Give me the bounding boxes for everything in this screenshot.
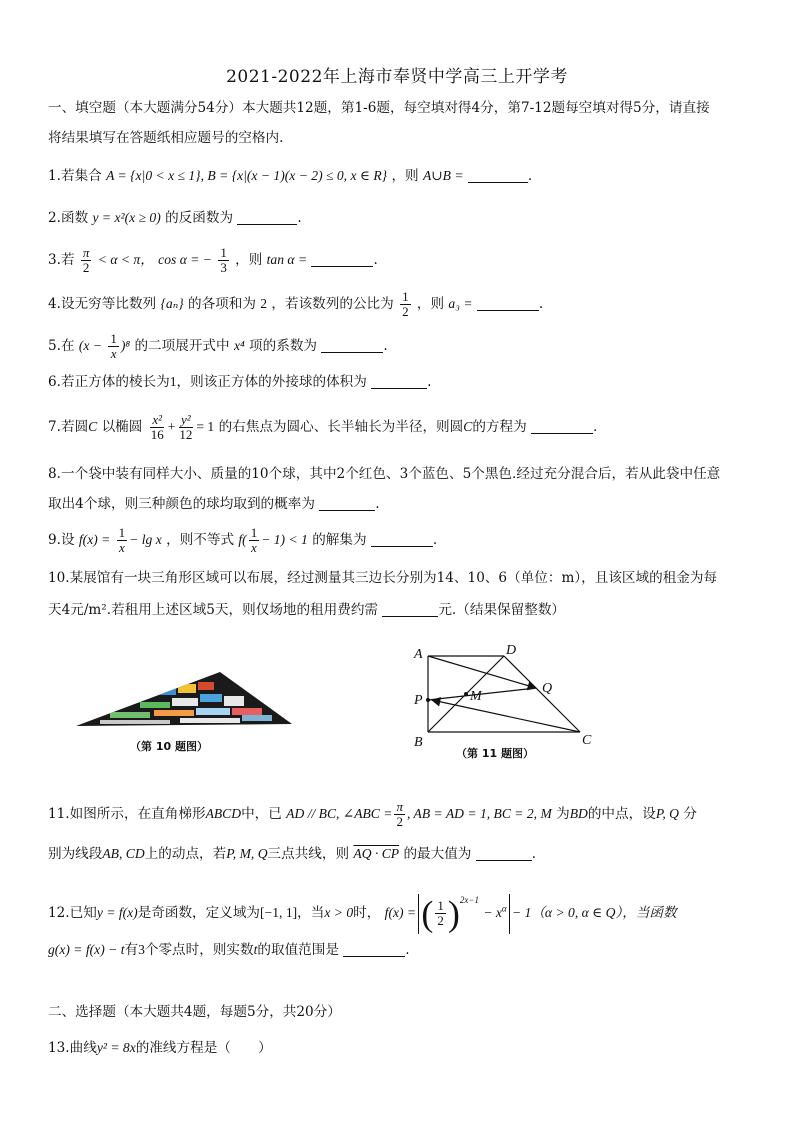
q9-f: f( bbox=[238, 532, 247, 547]
q11-ask: 的最大值为 bbox=[403, 846, 472, 862]
q1-answer-blank[interactable] bbox=[468, 169, 528, 183]
q7-answer-blank[interactable] bbox=[531, 420, 593, 434]
q12-t: t bbox=[253, 942, 258, 957]
question-4: 4.设无穷等比数列 {aₙ} 的各项和为 2 ，若该数列的公比为 $\frac{1}{2}$ ，则 a₃ = . bbox=[48, 289, 544, 319]
q5-one-over-x: $\frac{1}{x}$ bbox=[110, 331, 117, 361]
question-13 bbox=[48, 1038, 272, 1058]
vector-cp bbox=[432, 700, 580, 732]
q3-cos: cos α = − bbox=[158, 252, 212, 267]
question-3: 3.若 $\frac{\pi}{2}$ < α < π， cos α = − $\frac{1}{3}$ ，则 tan α = . bbox=[48, 245, 378, 275]
question-7: 7.若圆C 以椭圆 $\frac{\text{x²}}{16}$ + $\frac{\text{y²}}{12}$ = 1 的右焦点为圆心、长半轴长为半径，则圆C的方程为 . bbox=[48, 412, 598, 442]
label-a: A bbox=[414, 647, 423, 662]
q11-line2-mid2: 三点共线，则 bbox=[267, 846, 350, 862]
question-6: 6.若正方体的棱长为1，则该正方体的外接球的体积为 . bbox=[48, 374, 432, 390]
q7-ask: 的右焦点为圆心、长半轴长为半径，则圆 bbox=[218, 419, 464, 435]
q4-ratio: $\frac{1}{2}$ bbox=[402, 289, 409, 319]
q3-cond: < α < π， bbox=[97, 252, 154, 267]
q12-answer-blank[interactable] bbox=[343, 943, 405, 957]
figure-11-trapezoid bbox=[408, 640, 608, 750]
q5-num: 5.在 bbox=[48, 338, 75, 354]
q11-seg: AB, CD bbox=[102, 846, 145, 861]
q10-line2-text: 天4元/m².若租用上述区域5天，则仅场地的租用费约需 bbox=[48, 602, 379, 618]
line-pmq bbox=[428, 688, 536, 700]
q9-one-over-x: $\frac{1}{x}$ bbox=[118, 525, 126, 555]
question-11-line1 bbox=[48, 798, 697, 830]
q12-alpha: α bbox=[501, 903, 507, 914]
q12-mid: 是奇函数，定义域为 bbox=[137, 905, 261, 921]
label-q: Q bbox=[542, 681, 553, 696]
q11-mid: 中，已 bbox=[241, 806, 282, 822]
question-1: 1.若集合 A = {x|0 < x ≤ 1}, B = {x|(x − 1)(x − 2) ≤ 0, x ∈ R} ，则 A∪B = . bbox=[48, 168, 533, 184]
q7-c1: C bbox=[88, 419, 98, 434]
q7-eq: = 1 bbox=[196, 419, 215, 434]
q4-num: 4.设无穷等比数列 bbox=[48, 296, 157, 312]
q6-answer-blank[interactable] bbox=[371, 375, 427, 389]
q11-tail3: 分 bbox=[683, 806, 697, 822]
q11-pq: P, Q bbox=[655, 806, 679, 821]
q3-pi-over-2: $\frac{\pi}{2}$ bbox=[82, 245, 90, 275]
q2-num: 2.函数 bbox=[48, 210, 89, 226]
q4-mid2: ，若该数列的公比为 bbox=[271, 296, 394, 312]
q5-ask: 项的系数为 bbox=[249, 338, 318, 354]
q12-yfx: y = f(x) bbox=[96, 905, 138, 920]
q11-pre: 11.如图所示，在直角梯形 bbox=[48, 806, 206, 822]
q7-c2: C bbox=[463, 419, 473, 434]
figure-11-caption: （第 11 题图） bbox=[456, 747, 534, 760]
question-12-line2: g(x) = f(x) − t有3个零点时，则实数t的取值范围是 . bbox=[48, 942, 410, 958]
q3-ask: ，则 bbox=[235, 252, 263, 268]
q7-ask2: 的方程为 bbox=[472, 419, 527, 435]
label-d: D bbox=[506, 643, 517, 658]
q12-pre: 12.已知 bbox=[48, 905, 97, 921]
q12-exponent: 2x−1 bbox=[459, 895, 479, 905]
question-9: 9.设 f(x) = $\frac{1}{x}$ − lg x ，则不等式 f( $\frac{1}{x}$ − 1) < 1 的解集为 . bbox=[48, 525, 438, 555]
section2-heading: 二、选择题（本大题共4题，每题5分，共20分） bbox=[48, 1004, 341, 1020]
q6-edge: 1 bbox=[169, 374, 177, 389]
q9-ineq: − 1) < 1 bbox=[261, 532, 308, 547]
q11-bd: BD bbox=[569, 806, 588, 821]
question-12-line1: 12.已知y = f(x)是奇函数，定义域为[−1, 1]，当x > 0时， f(x) = ( $\frac{1}{2}$ )$^{2x-1} - x^\alpha - 1(\alpha > 0$, α ∈ Q），当函数 bbox=[48, 893, 677, 934]
q2-answer-blank[interactable] bbox=[237, 211, 297, 225]
q11-cond2: , AB = AD = 1, BC = 2, M bbox=[406, 806, 552, 821]
q5-mid: 的二项展开式中 bbox=[134, 338, 230, 354]
q11-pi-over-2: $\frac{\pi}{2}$ bbox=[396, 799, 403, 829]
q7-num: 7.若圆 bbox=[48, 419, 89, 435]
q13-pre: 13.曲线 bbox=[48, 1040, 97, 1056]
q7-x2-over-16: $\frac{\text{x²}}{16}$ bbox=[150, 412, 164, 442]
q11-cond: AD // BC, ∠ABC = bbox=[286, 806, 393, 821]
question-2: 2.函数 y = x²(x ≥ 0) 的反函数为 . bbox=[48, 210, 302, 226]
q11-answer-blank[interactable] bbox=[476, 847, 532, 861]
q11-abcd: ABCD bbox=[205, 806, 242, 821]
q12-mid2: ，当 bbox=[297, 905, 325, 921]
q7-mid: 以椭圆 bbox=[101, 419, 143, 435]
figure-10-caption: （第 10 题图） bbox=[130, 740, 208, 753]
q12-fx: f(x) = bbox=[384, 905, 417, 920]
q2-expr: y = x²(x ≥ 0) bbox=[92, 210, 161, 225]
q12-domain: [−1, 1] bbox=[260, 905, 298, 920]
q11-pmq: P, M, Q bbox=[226, 846, 268, 861]
q9-ask: ，则不等式 bbox=[166, 532, 235, 548]
q3-answer-blank[interactable] bbox=[311, 253, 373, 267]
q1-ask: ，则 bbox=[391, 168, 419, 184]
q3-expr: tan α = bbox=[266, 252, 308, 267]
figure-10-triangle bbox=[70, 660, 300, 735]
q9-answer-blank[interactable] bbox=[371, 533, 433, 547]
q4-mid: 的各项和为 bbox=[187, 296, 256, 312]
q3-num: 3.若 bbox=[48, 252, 75, 268]
q4-expr: a₃ = bbox=[448, 296, 473, 311]
q4-ask: ，则 bbox=[416, 296, 445, 312]
q6-ask: ，则该正方体的外接球的体积为 bbox=[176, 374, 367, 390]
q9-fx: f(x) = bbox=[78, 532, 111, 547]
q6-text: 6.若正方体的棱长为 bbox=[48, 374, 170, 390]
question-8-line1: 8.一个袋中装有同样大小、质量的10个球，其中2个红色、3个蓝色、5个黑色.经过充分混合后，若从此袋中任意 bbox=[48, 466, 721, 482]
q11-line2-mid: 上的动点，若 bbox=[144, 846, 227, 862]
q5-expr-head: (x − bbox=[78, 338, 103, 353]
q12-cond: x > 0 bbox=[324, 905, 354, 920]
q7-y2-over-12: $\frac{\text{y²}}{12}$ bbox=[179, 412, 193, 442]
q11-dot-product: AQ · CP bbox=[353, 846, 400, 861]
q12-line2-mid: 有 bbox=[124, 942, 139, 958]
q12-g: g(x) = f(x) − t bbox=[48, 942, 125, 957]
q12-three: 3 bbox=[138, 942, 145, 957]
point-m bbox=[464, 692, 468, 696]
q1-expr: A∪B = bbox=[422, 168, 464, 183]
question-8-line2: 取出4个球，则三种颜色的球均取到的概率为 . bbox=[48, 496, 380, 512]
q11-tail2: 的中点，设 bbox=[587, 806, 656, 822]
q12-line2-mid2: 个零点时，则实数 bbox=[144, 942, 254, 958]
question-5: 5.在 (x − $\frac{1}{x}$ )⁸ 的二项展开式中 x⁴ 项的系数为 . bbox=[48, 331, 388, 361]
q9-num: 9.设 bbox=[48, 532, 75, 548]
q4-sum: 2 bbox=[260, 296, 268, 311]
label-b: B bbox=[414, 735, 423, 750]
q8-line2-text: 取出4个球，则三种颜色的球均取到的概率为 bbox=[48, 496, 315, 512]
question-10-line2 bbox=[48, 600, 565, 620]
point-p bbox=[426, 698, 430, 702]
q4-answer-blank[interactable] bbox=[477, 297, 539, 311]
q2-ask: 的反函数为 bbox=[165, 210, 234, 226]
section1-heading: 一、填空题（本大题满分54分）本大题共12题，第1-6题，每空填对得4分，第7-12题每空填对得5分，请直接 bbox=[48, 100, 710, 116]
q10-unit: 元.（结果保留整数） bbox=[438, 602, 566, 618]
q5-term: x⁴ bbox=[233, 338, 245, 353]
page-title: 2021-2022年上海市奉贤中学高三上开学考 bbox=[226, 67, 568, 87]
section1-heading-cont: 将结果填写在答题纸相应题号的空格内. bbox=[48, 130, 284, 146]
q13-expr: y² = 8x bbox=[96, 1040, 136, 1055]
q5-answer-blank[interactable] bbox=[321, 339, 383, 353]
q12-minus: − x bbox=[483, 905, 502, 920]
q1-set-a: A = {x|0 < x ≤ 1} bbox=[106, 168, 201, 183]
q1-num: 1.若集合 bbox=[48, 168, 102, 184]
label-m: M bbox=[470, 689, 482, 704]
q12-half: $\frac{1}{2}$ bbox=[437, 898, 444, 928]
q9-one-over-x-2: $\frac{1}{x}$ bbox=[250, 525, 258, 555]
q3-one-third: $\frac{1}{3}$ bbox=[220, 245, 227, 275]
question-11-line2: 别为线段AB, CD上的动点，若P, M, Q三点共线，则 AQ · CP 的最大值为 . bbox=[48, 846, 537, 862]
question-10-line1: 10.某展馆有一块三角形区域可以布展，经过测量其三边长分别为14、10、6（单位：m），且该区域的租金为每 bbox=[48, 570, 718, 586]
q12-tail: − 1（α > 0, α ∈ Q），当函数 bbox=[511, 905, 677, 920]
q1-set-b: B = {x|(x − 1)(x − 2) ≤ 0, x ∈ R} bbox=[207, 168, 388, 183]
label-p: P bbox=[414, 693, 423, 708]
q12-ask: 的取值范围是 bbox=[257, 942, 339, 958]
q12-mid3: 时， bbox=[353, 905, 381, 921]
q4-seq: {aₙ} bbox=[160, 296, 184, 311]
q5-expr-tail: )⁸ bbox=[120, 338, 131, 353]
q9-lg: − lg x bbox=[129, 532, 162, 547]
label-c: C bbox=[582, 733, 592, 748]
q11-tail: 为 bbox=[556, 806, 570, 822]
q9-ask2: 的解集为 bbox=[312, 532, 367, 548]
q11-line2-pre: 别为线段 bbox=[48, 846, 103, 862]
q13-ask: 的准线方程是（ ） bbox=[135, 1040, 272, 1056]
q8-answer-blank[interactable] bbox=[319, 497, 375, 511]
q10-answer-blank[interactable] bbox=[382, 603, 438, 617]
